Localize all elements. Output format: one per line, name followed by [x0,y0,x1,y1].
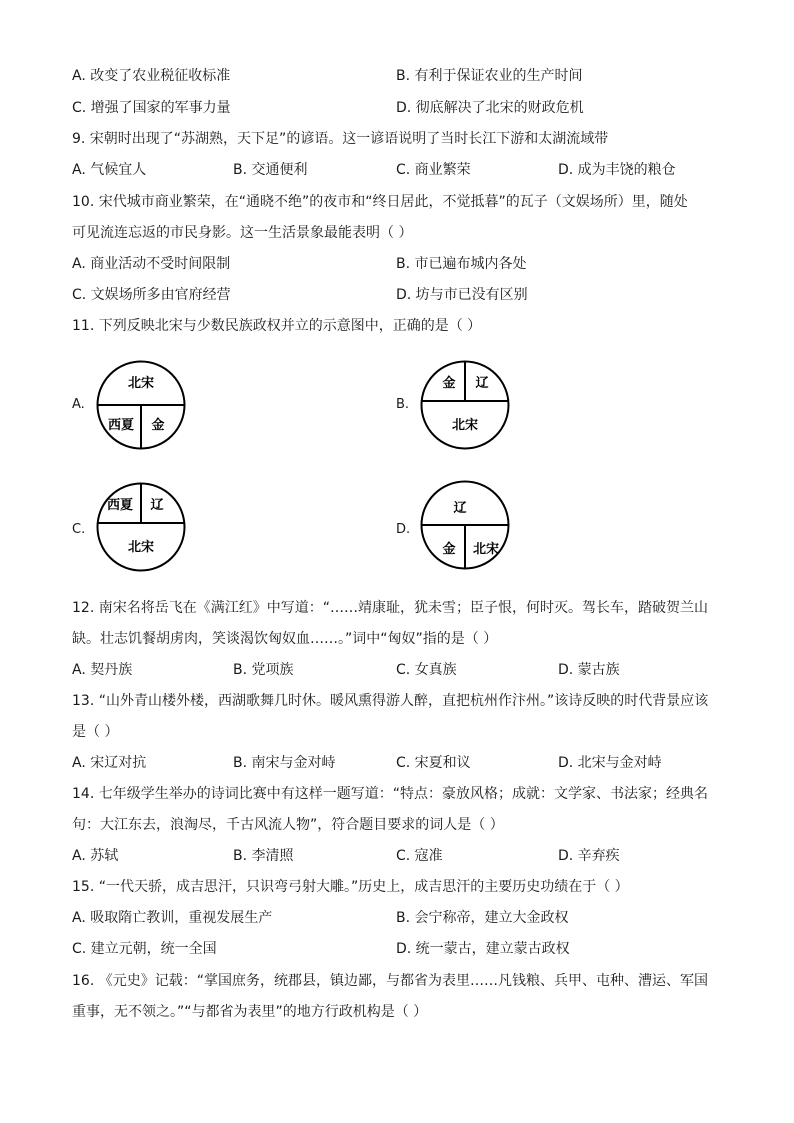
q11-diagram-a [96,360,186,450]
q10-option-b: B. 市已遍布城内各处 [396,256,527,272]
q14-option-c: C. 寇准 [396,848,443,864]
q13-stem-line1: 13. “山外青山楼外楼，西湖歌舞几时休。暖风熏得游人醉，直把杭州作汴州。”该诗反映的时代背景应该 [72,693,709,709]
q14-option-a: A. 苏轼 [72,848,119,864]
q11-b-top-right-text: 辽 [475,376,489,391]
q12-option-d: D. 蒙古族 [558,662,620,678]
q10-option-d: D. 坊与市已没有区别 [396,287,528,303]
q13-option-c: C. 宋夏和议 [396,755,471,771]
q11-b-top-left-text: 金 [442,376,456,391]
q10-stem-line1: 10. 宋代城市商业繁荣，在“通晓不绝”的夜市和“终日居此，不觉抵暮”的瓦子（文娱场所）里，随处 [72,194,688,210]
q11-d-bottom-left-text: 金 [442,542,456,557]
q9-option-b: B. 交通便利 [233,162,308,178]
q8-option-d: D. 彻底解决了北宋的财政危机 [396,100,584,116]
q14-stem-line1: 14. 七年级学生举办的诗词比赛中有这样一题写道：“特点：豪放风格；成就：文学家、书法家；经典名 [72,786,708,802]
q11-a-bottom-right-text: 金 [151,418,165,433]
q12-option-a: A. 契丹族 [72,662,133,678]
q9-option-d: D. 成为丰饶的粮仓 [558,162,676,178]
q15-option-b: B. 会宁称帝，建立大金政权 [396,910,569,926]
q11-diagram-c [96,482,186,572]
q15-option-a: A. 吸取隋亡教训，重视发展生产 [72,910,273,926]
q8-option-c: C. 增强了国家的军事力量 [72,100,231,116]
q11-label-a: A. [72,397,85,412]
q11-a-top-text: 北宋 [127,376,155,391]
q11-c-bottom-text: 北宋 [127,540,155,555]
q8-option-b: B. 有利于保证农业的生产时间 [396,68,583,84]
q15-option-c: C. 建立元朝，统一全国 [72,941,217,957]
q9-option-c: C. 商业繁荣 [396,162,471,178]
q10-option-c: C. 文娱场所多由官府经营 [72,287,231,303]
q11-b-bottom-text: 北宋 [451,418,479,433]
q11-diagram-d [420,480,510,570]
q10-stem-line2: 可见流连忘返的市民身影。这一生活景象最能表明（ ） [72,225,413,241]
q15-stem: 15. “一代天骄，成吉思汗，只识弯弓射大雕。”历史上，成吉思汗的主要历史功绩在于（ ） [72,879,629,895]
q11-stem: 11. 下列反映北宋与少数民族政权并立的示意图中，正确的是（ ） [72,318,482,334]
q11-label-c: C. [72,522,86,537]
q9-stem: 9. 宋朝时出现了“苏湖熟，天下足”的谚语。这一谚语说明了当时长江下游和太湖流域带 [72,131,609,147]
q11-c-top-left-text: 西夏 [106,498,134,513]
q10-option-a: A. 商业活动不受时间限制 [72,256,231,272]
q11-diagram-b [420,360,510,450]
q12-option-b: B. 党项族 [233,662,294,678]
q13-option-d: D. 北宋与金对峙 [558,755,662,771]
q13-stem-line2: 是（ ） [72,724,119,740]
q12-stem-line2: 缺。壮志饥餐胡虏肉，笑谈渴饮匈奴血……。”词中“匈奴”指的是（ ） [72,631,498,647]
q11-d-bottom-right-text: 北宋 [472,542,500,557]
q14-stem-line2: 句：大江东去，浪淘尽，千古风流人物”，符合题目要求的词人是（ ） [72,817,504,833]
q12-option-c: C. 女真族 [396,662,457,678]
q14-option-d: D. 辛弃疾 [558,848,620,864]
q15-option-d: D. 统一蒙古，建立蒙古政权 [396,941,570,957]
q12-stem-line1: 12. 南宋名将岳飞在《满江红》中写道：“……靖康耻，犹未雪；臣子恨，何时灭。驾长车，踏破贺兰山 [72,600,708,616]
q13-option-a: A. 宋辽对抗 [72,755,147,771]
q11-c-top-right-text: 辽 [150,498,164,513]
q13-option-b: B. 南宋与金对峙 [233,755,336,771]
q11-label-b: B. [396,397,410,412]
q14-option-b: B. 李清照 [233,848,294,864]
q16-stem-line2: 重事，无不领之。”“与都省为表里”的地方行政机构是（ ） [72,1004,428,1020]
q8-option-a: A. 改变了农业税征收标准 [72,68,231,84]
q9-option-a: A. 气候宜人 [72,162,147,178]
q16-stem-line1: 16. 《元史》记载：“掌国庶务，统郡县，镇边鄙，与都省为表里……凡钱粮、兵甲、屯种、漕运、军国 [72,973,708,989]
q11-d-top-text: 辽 [453,501,467,516]
q11-label-d: D. [396,522,411,537]
q11-a-bottom-left-text: 西夏 [107,418,135,433]
